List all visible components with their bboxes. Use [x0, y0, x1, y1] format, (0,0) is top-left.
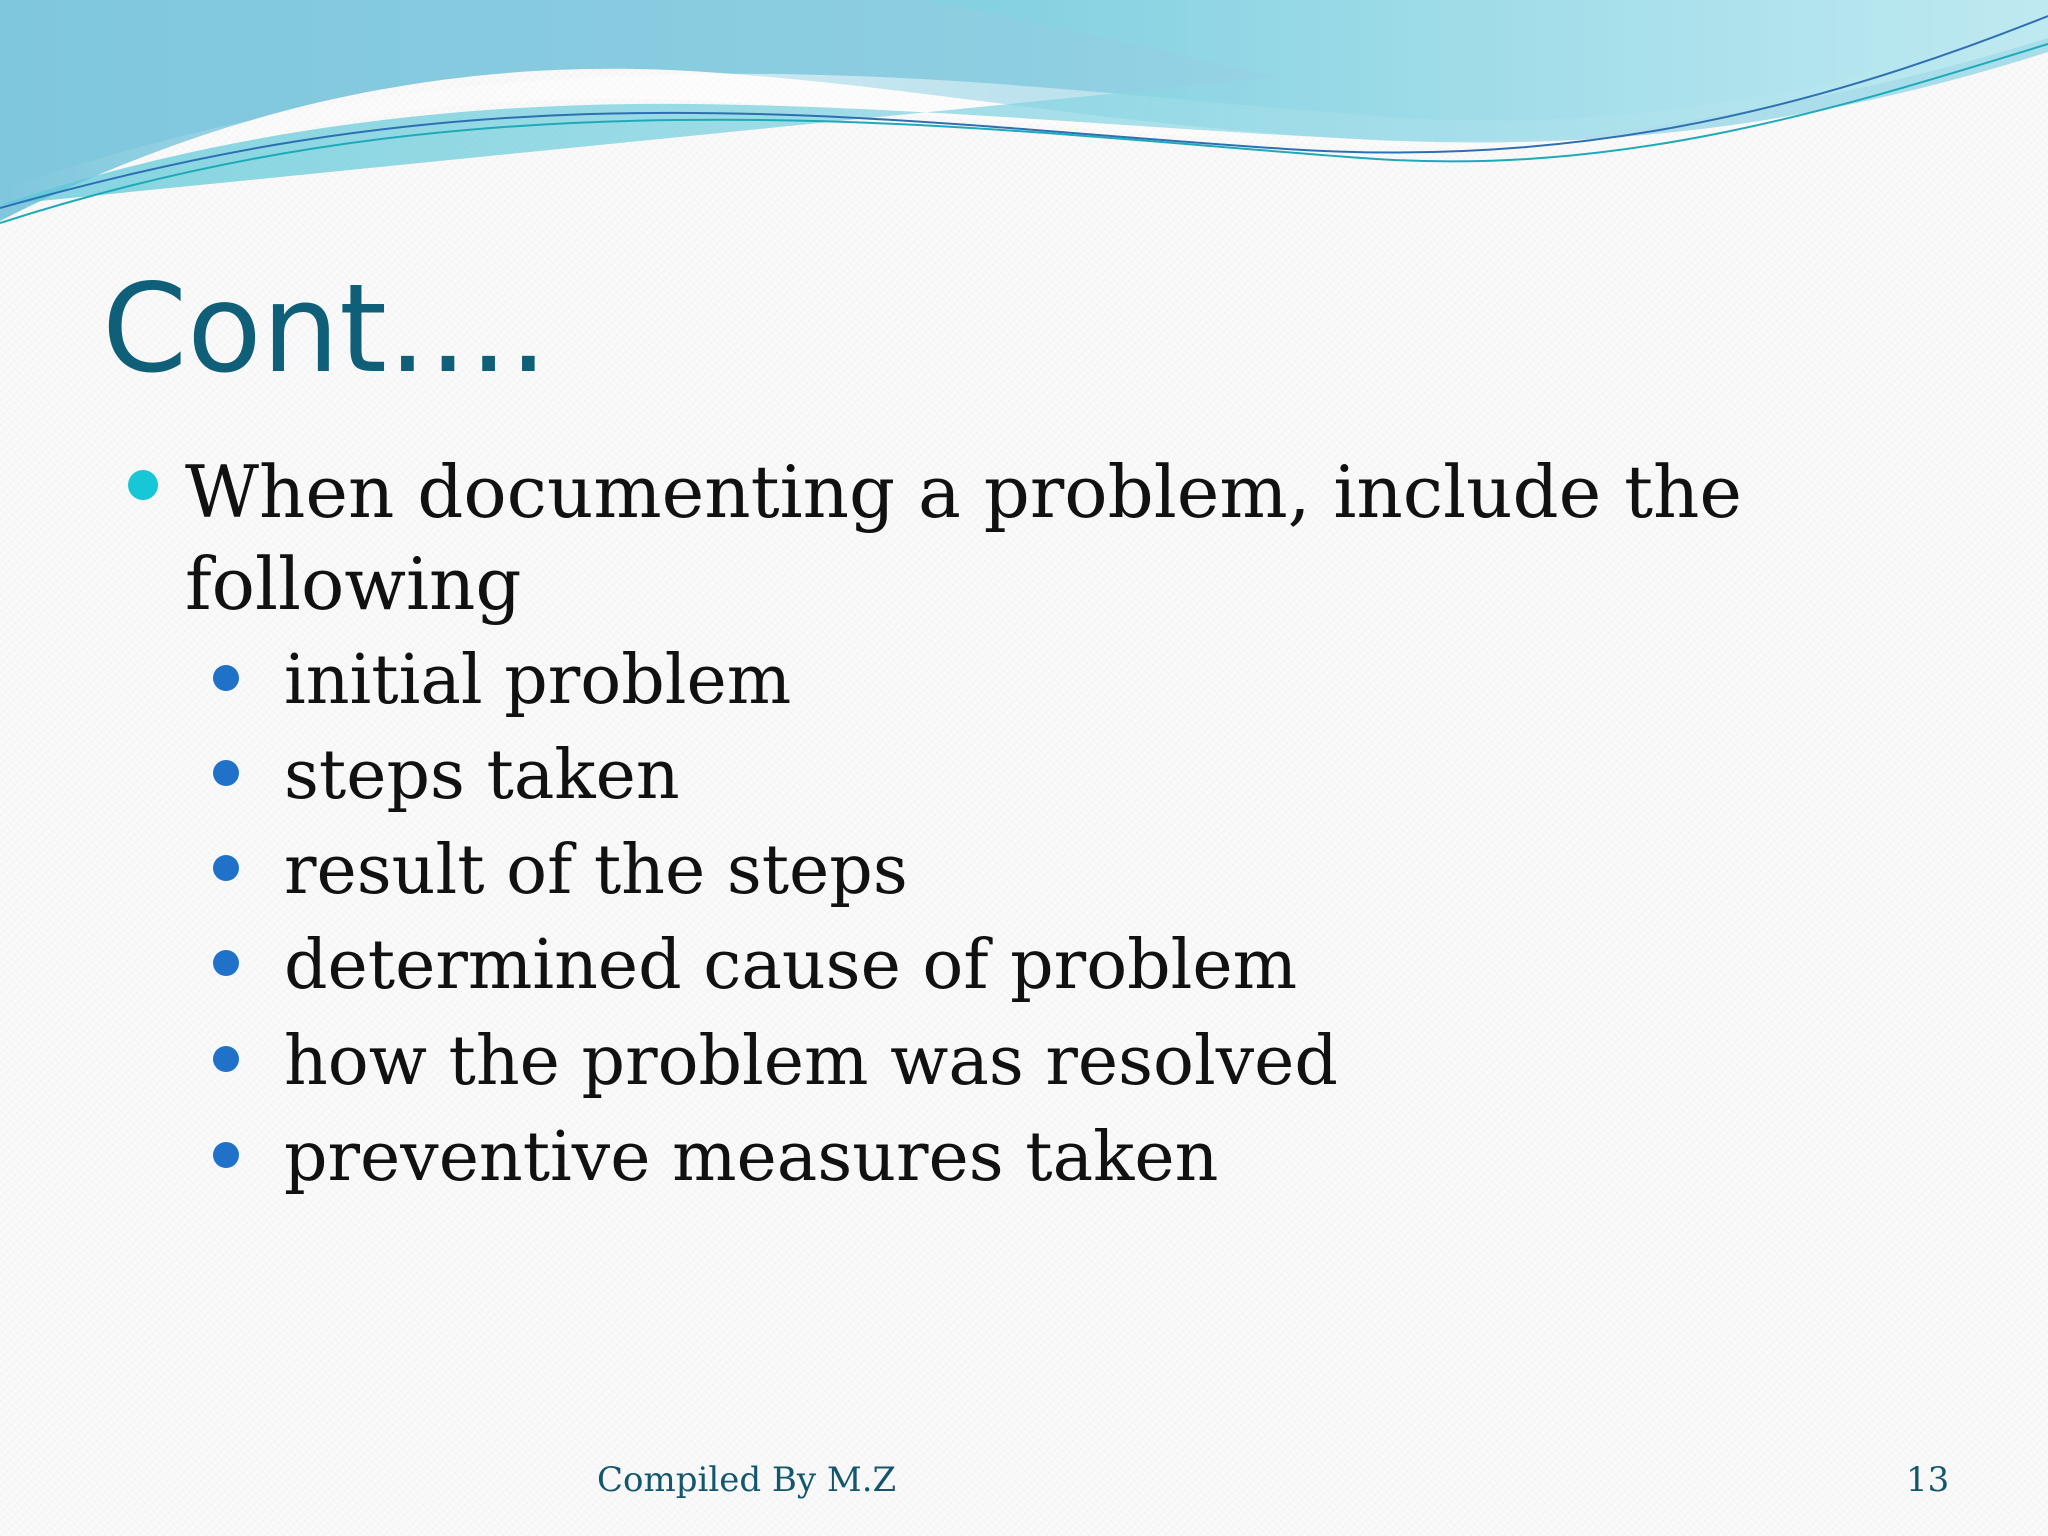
sub-bullet-dot	[213, 855, 239, 881]
sub-bullet-dot	[213, 1142, 239, 1168]
sub-bullet-text: steps taken	[284, 736, 680, 815]
sub-bullet-text: determined cause of problem	[284, 926, 1298, 1005]
sub-bullet-text: result of the steps	[284, 831, 908, 910]
main-bullet-text: When documenting a problem, include the following	[185, 450, 1742, 626]
sub-bullet-text: initial problem	[284, 641, 792, 720]
sub-bullet-dot	[213, 760, 239, 786]
sub-bullet-dot	[213, 1046, 239, 1072]
sub-bullet-text: how the problem was resolved	[284, 1022, 1338, 1101]
sub-bullet-dot	[213, 950, 239, 976]
sub-bullet-text: preventive measures taken	[284, 1118, 1219, 1197]
slide-page-number: 13	[1906, 1460, 1950, 1500]
main-bullet-dot	[128, 470, 158, 500]
slide-title: Cont….	[102, 258, 548, 400]
footer-compiled-by: Compiled By M.Z	[597, 1460, 897, 1500]
sub-bullet-dot	[213, 665, 239, 691]
